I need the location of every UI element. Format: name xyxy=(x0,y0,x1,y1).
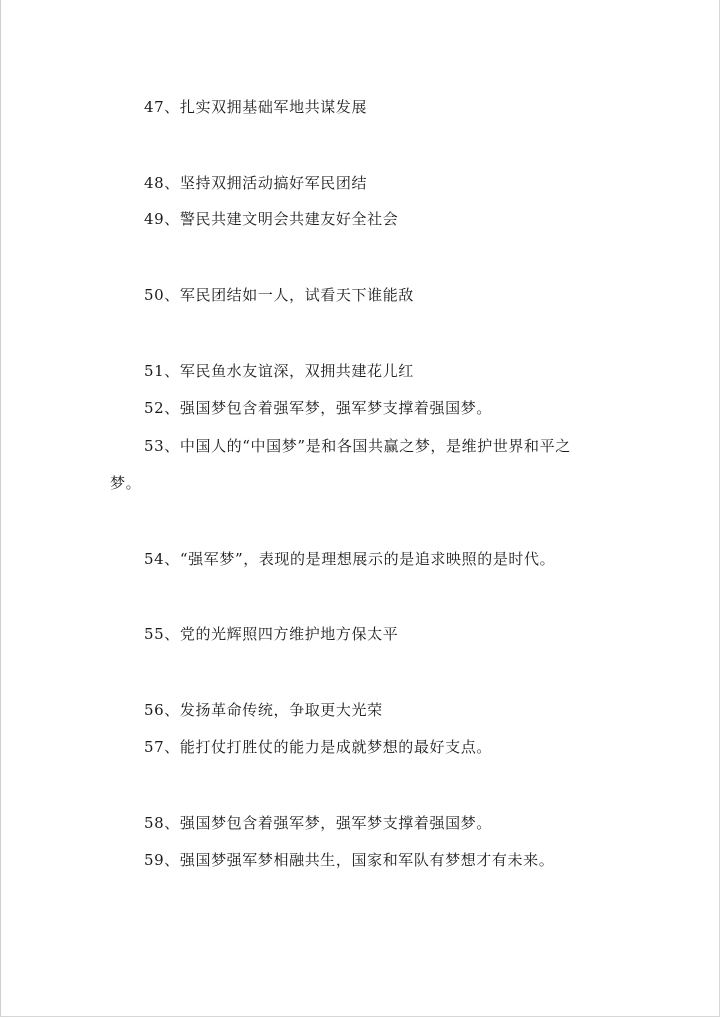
slogan-48: 48、坚持双拥活动搞好军民团结 xyxy=(144,174,368,192)
slogan-51: 51、军民鱼水友谊深，双拥共建花儿红 xyxy=(144,362,414,380)
slogan-52: 52、强国梦包含着强军梦，强军梦支撑着强国梦。 xyxy=(144,399,492,417)
slogan-50: 50、军民团结如一人，试看天下谁能敌 xyxy=(144,286,414,304)
slogan-58: 58、强国梦包含着强军梦，强军梦支撑着强国梦。 xyxy=(144,814,492,832)
slogan-57: 57、能打仗打胜仗的能力是成就梦想的最好支点。 xyxy=(144,738,492,756)
slogan-53-continuation: 梦。 xyxy=(110,474,142,492)
slogan-47: 47、扎实双拥基础军地共谋发展 xyxy=(144,98,368,116)
slogan-59: 59、强国梦强军梦相融共生，国家和军队有梦想才有未来。 xyxy=(144,851,555,869)
slogan-56: 56、发扬革命传统，争取更大光荣 xyxy=(144,701,383,719)
slogan-55: 55、党的光辉照四方维护地方保太平 xyxy=(144,625,399,643)
slogan-49: 49、警民共建文明会共建友好全社会 xyxy=(144,210,399,228)
slogan-53: 53、中国人的“中国梦”是和各国共赢之梦，是维护世界和平之 xyxy=(144,437,571,455)
slogan-54: 54、“强军梦”，表现的是理想展示的是追求映照的是时代。 xyxy=(144,550,556,568)
